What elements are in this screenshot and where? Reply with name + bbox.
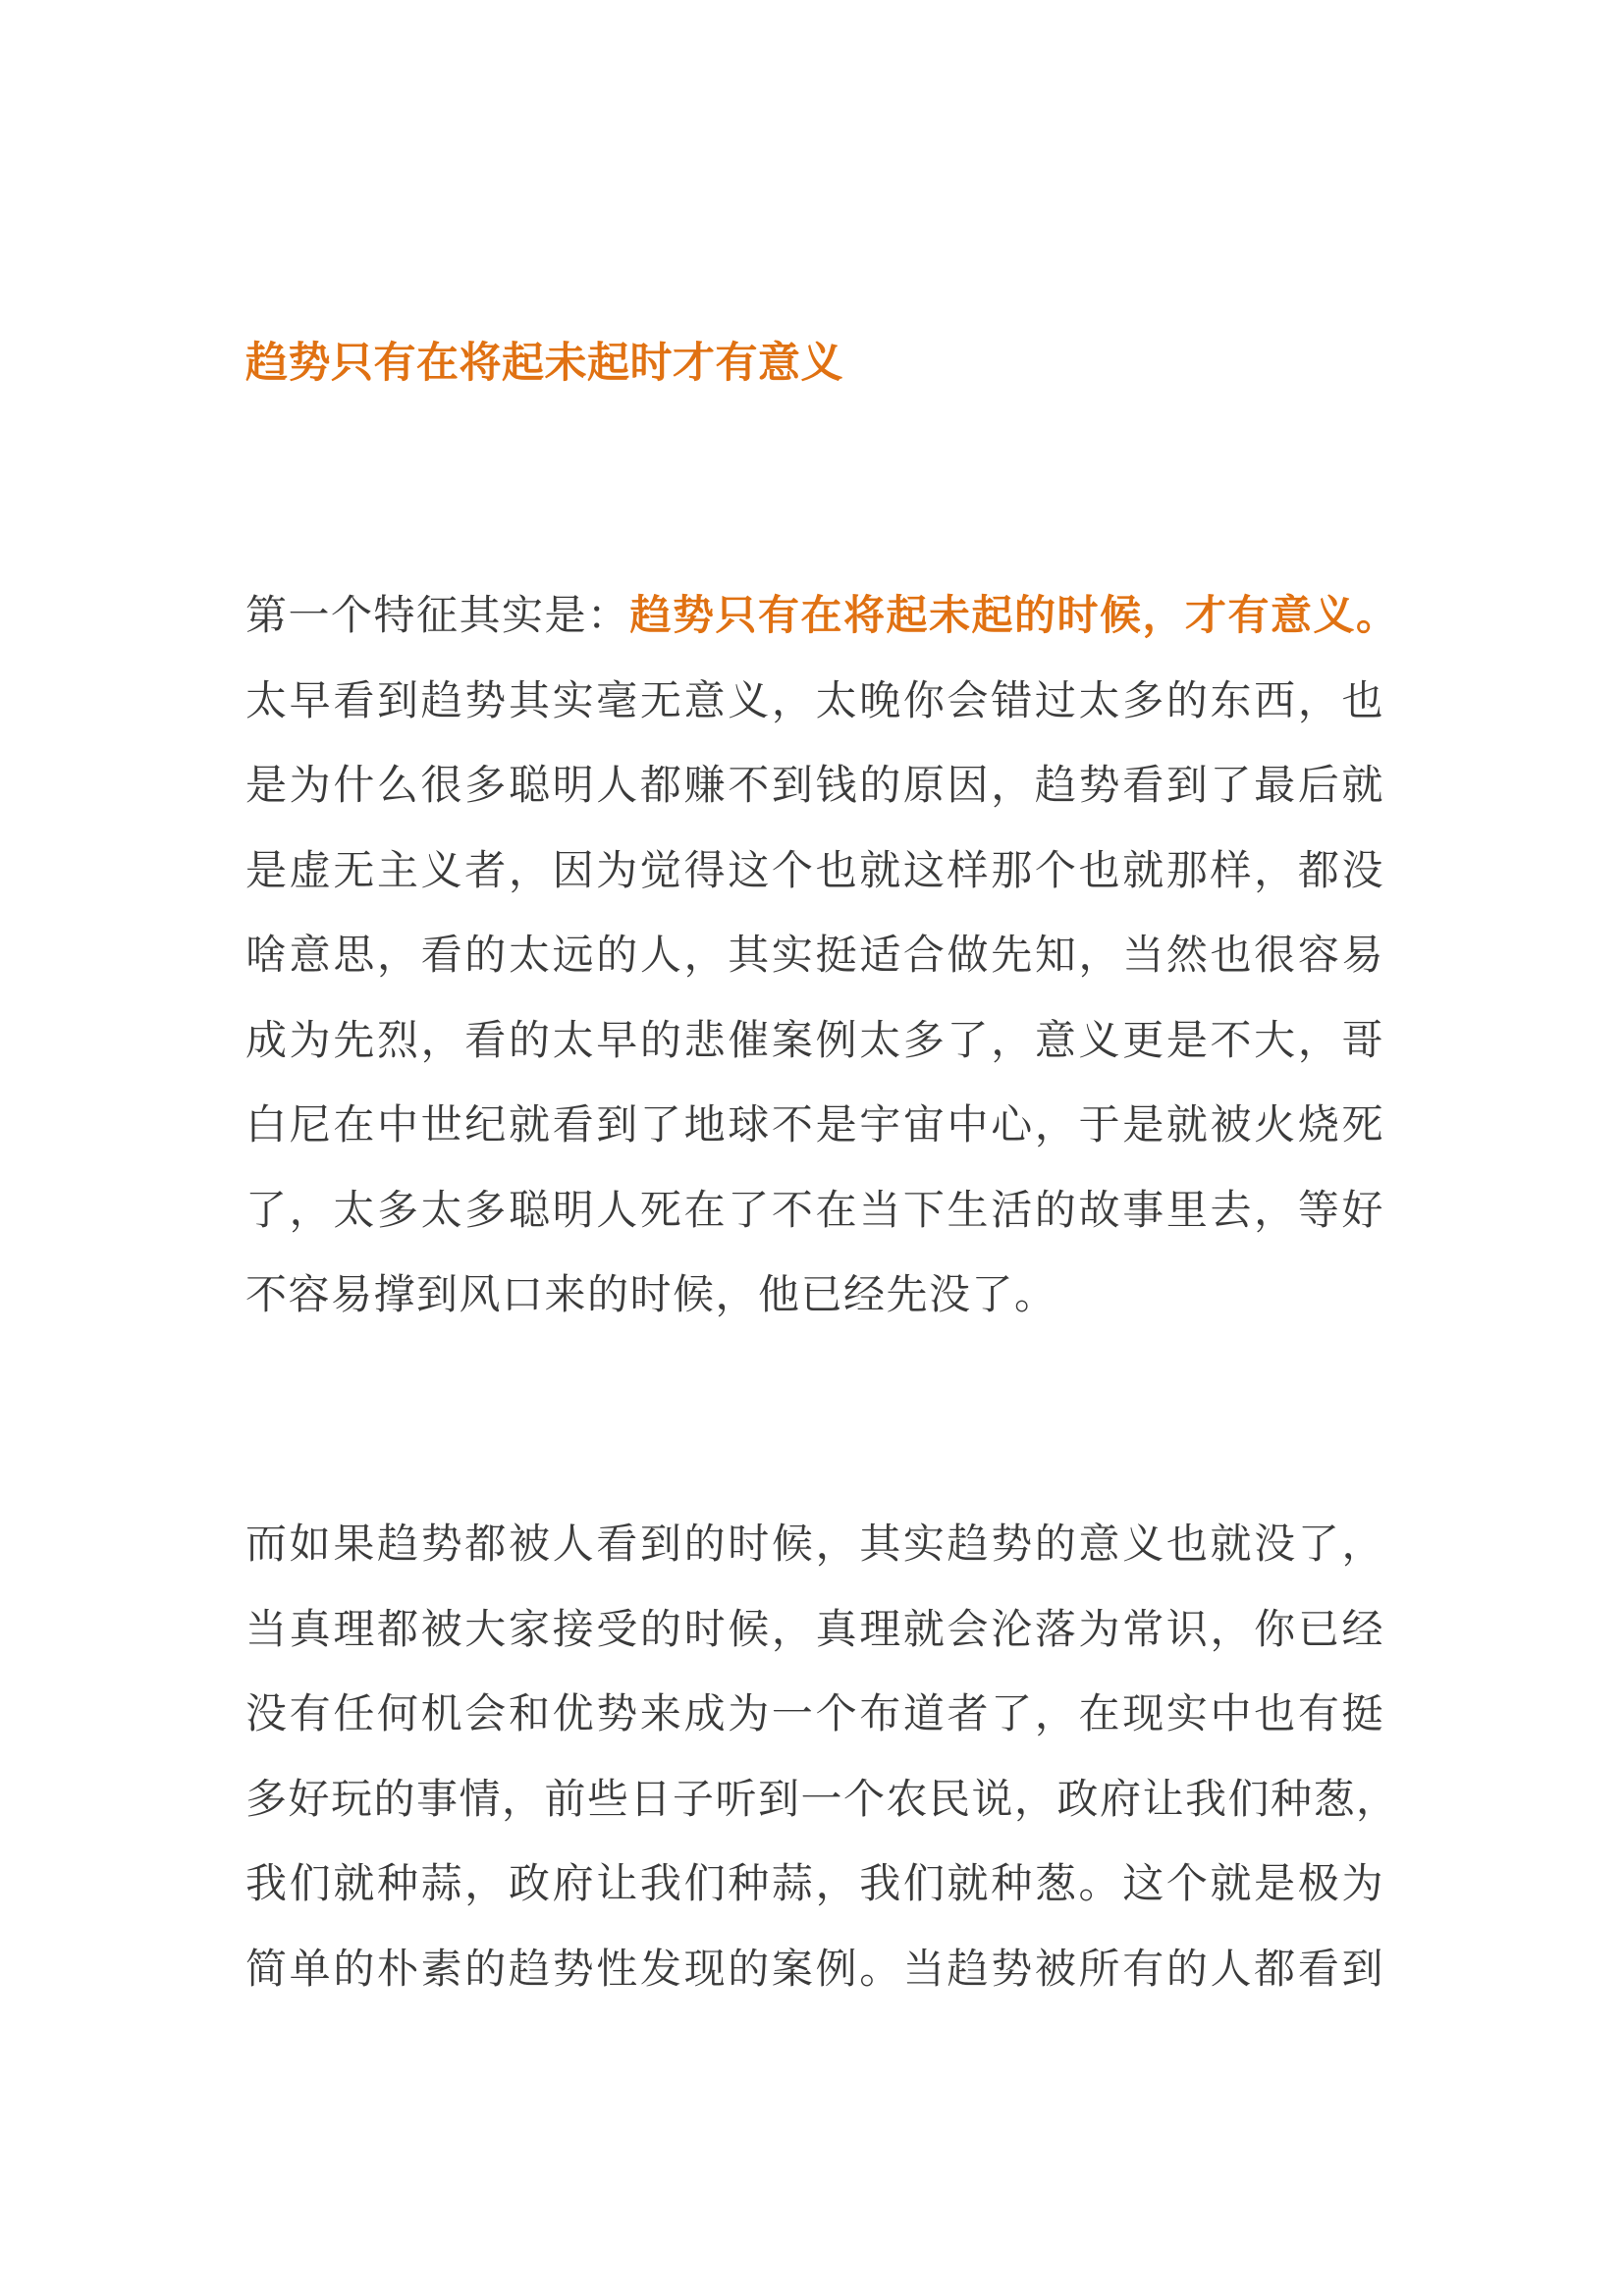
paragraph-line: 白尼在中世纪就看到了地球不是宇宙中心，于是就被火烧死: [245, 1100, 1384, 1148]
paragraph-line: 当真理都被大家接受的时候，真理就会沦落为常识，你已经: [245, 1604, 1384, 1653]
paragraph-line: 太早看到趋势其实毫无意义，太晚你会错过太多的东西，也: [245, 675, 1384, 724]
highlighted-text: 趋势只有在将起未起的时候，才有意义。: [629, 591, 1399, 639]
paragraph-line: 而如果趋势都被人看到的时候，其实趋势的意义也就没了，: [245, 1520, 1384, 1568]
paragraph-line: 是虚无主义者，因为觉得这个也就这样那个也就那样，都没: [245, 845, 1384, 894]
paragraph-1: [245, 573, 1399, 1338]
paragraph-line: 不容易撑到风口来的时候，他已经先没了。: [245, 1270, 1057, 1318]
paragraph-line: 了，太多太多聪明人死在了不在当下生活的故事里去，等好: [245, 1185, 1384, 1234]
paragraph-line: 多好玩的事情，前些日子听到一个农民说，政府让我们种葱，: [245, 1774, 1399, 1823]
paragraph-line: [245, 573, 1399, 659]
intro-text: 第一个特征其实是：: [245, 591, 630, 639]
paragraph-line: 啥意思，看的太远的人，其实挺适合做先知，当然也很容易: [245, 931, 1384, 979]
paragraph-line: 是为什么很多聪明人都赚不到钱的原因，趋势看到了最后就: [245, 761, 1384, 809]
paragraph-line: 成为先烈，看的太早的悲催案例太多了，意义更是不大，哥: [245, 1015, 1384, 1064]
paragraph-line: 没有任何机会和优势来成为一个布道者了，在现实中也有挺: [245, 1689, 1384, 1737]
paragraph-line: 简单的朴素的趋势性发现的案例。当趋势被所有的人都看到: [245, 1944, 1384, 1993]
section-heading: 趋势只有在将起未起时才有意义: [245, 339, 843, 388]
paragraph-line: 我们就种蒜，政府让我们种蒜，我们就种葱。这个就是极为: [245, 1859, 1384, 1907]
paragraph-2: [245, 1502, 1399, 2011]
